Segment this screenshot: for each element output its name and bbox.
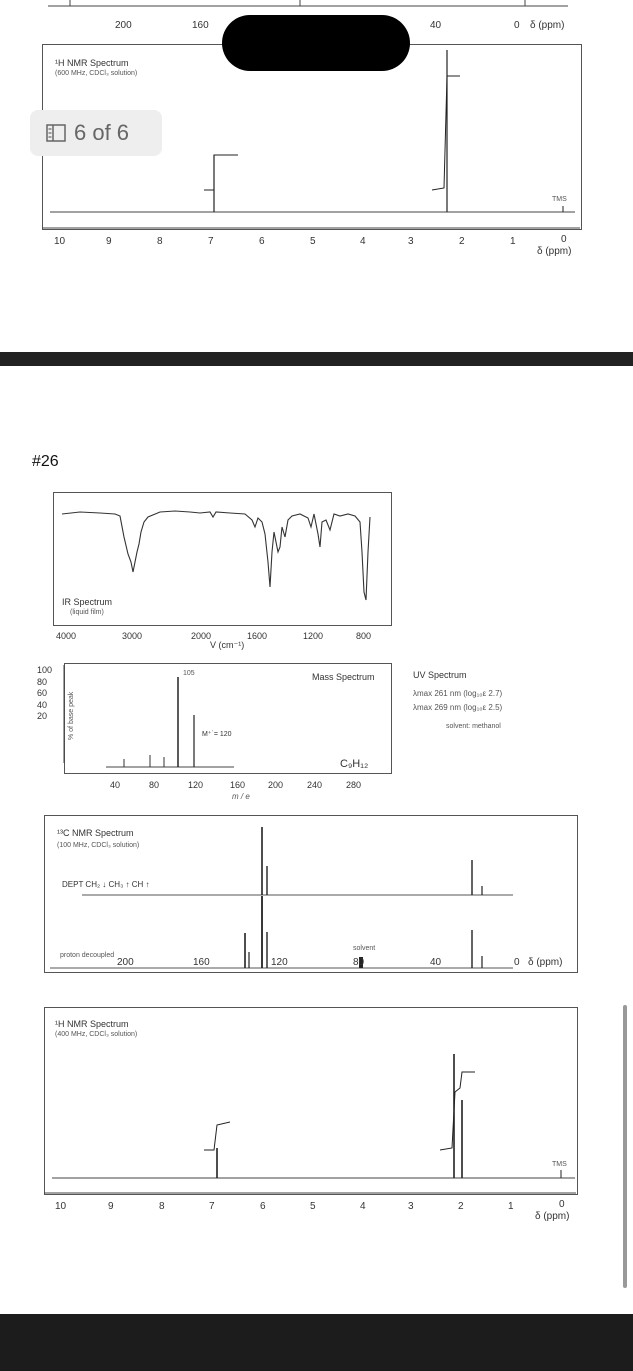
h1-tick: 8 bbox=[157, 236, 163, 247]
top-tick-160: 160 bbox=[192, 20, 209, 31]
ir-tick: 4000 bbox=[56, 631, 77, 641]
mass-x-tick: 240 bbox=[307, 780, 323, 790]
h2-tick: 10 bbox=[55, 1201, 67, 1212]
mass-y-label: % of base peak bbox=[68, 691, 75, 740]
mass-x-tick: 200 bbox=[268, 780, 284, 790]
h1-tick: 9 bbox=[106, 236, 112, 247]
h2-tick: 9 bbox=[108, 1201, 114, 1212]
ir-tick: 1600 bbox=[247, 631, 268, 641]
bottom-bar bbox=[0, 1314, 633, 1371]
c13-tick: 160 bbox=[193, 957, 210, 968]
h1-tick: 4 bbox=[360, 236, 366, 247]
camera-notch bbox=[222, 15, 410, 71]
h-nmr-2-integral-methyl bbox=[440, 1072, 475, 1150]
mass-x-tick: 280 bbox=[346, 780, 362, 790]
pages-icon bbox=[46, 124, 66, 142]
h2-tick: 7 bbox=[209, 1201, 215, 1212]
c13-subtitle: (100 MHz, CDCl₃ solution) bbox=[57, 842, 140, 849]
c13-dept-label: DEPT CH₂ ↓ CH₃ ↑ CH ↑ bbox=[62, 880, 150, 889]
h-nmr-1-unit: δ (ppm) bbox=[537, 246, 572, 257]
c13-proton-label: proton decoupled bbox=[60, 952, 115, 959]
h1-tick: 10 bbox=[54, 236, 66, 247]
mass-title: Mass Spectrum bbox=[312, 672, 375, 682]
h1-tick: 1 bbox=[510, 236, 516, 247]
h2-tick: 3 bbox=[408, 1201, 414, 1212]
uv-line-1: λmax 261 nm (log₁₀ε 2.7) bbox=[413, 689, 503, 698]
c13-tick: 200 bbox=[117, 957, 134, 968]
top-unit: δ (ppm) bbox=[530, 20, 565, 31]
h-nmr-2-integral-aromatic bbox=[204, 1122, 230, 1150]
mass-x-tick: 120 bbox=[188, 780, 204, 790]
c13-tick: 120 bbox=[271, 957, 288, 968]
ir-title: IR Spectrum bbox=[62, 597, 113, 607]
uv-title: UV Spectrum bbox=[413, 670, 467, 680]
mass-x-tick: 40 bbox=[110, 780, 121, 790]
mass-formula: C₉H₁₂ bbox=[340, 758, 369, 770]
h2-tick: 2 bbox=[458, 1201, 464, 1212]
top-tick-200: 200 bbox=[115, 20, 132, 31]
page-indicator[interactable] bbox=[30, 110, 162, 156]
c13-title: ¹³C NMR Spectrum bbox=[57, 828, 134, 838]
page-divider bbox=[0, 352, 633, 366]
top-tick-0: 0 bbox=[514, 20, 520, 31]
h-nmr-1-tms: TMS bbox=[552, 196, 567, 203]
ir-trace bbox=[62, 511, 370, 600]
h-nmr-1-title: ¹H NMR Spectrum bbox=[55, 58, 129, 68]
h1-tick: 0 bbox=[561, 234, 567, 245]
mass-x-tick: 80 bbox=[149, 780, 160, 790]
ir-tick: 800 bbox=[356, 631, 372, 641]
h1-tick: 3 bbox=[408, 236, 414, 247]
h2-tick: 1 bbox=[508, 1201, 514, 1212]
c13-tick: 40 bbox=[430, 957, 442, 968]
h-nmr-2-subtitle: (400 MHz, CDCl₃ solution) bbox=[55, 1031, 138, 1038]
h2-tick: 0 bbox=[559, 1199, 565, 1210]
h-nmr-2-title: ¹H NMR Spectrum bbox=[55, 1019, 129, 1029]
mass-molecular-ion: M⁺˙= 120 bbox=[202, 731, 232, 738]
top-tick-40: 40 bbox=[430, 20, 442, 31]
h-nmr-2-tms: TMS bbox=[552, 1161, 567, 1168]
ir-tick: 2000 bbox=[191, 631, 212, 641]
mass-base-peak-label: 105 bbox=[183, 670, 195, 677]
h1-tick: 7 bbox=[208, 236, 214, 247]
problem-heading: #26 bbox=[32, 453, 59, 470]
c13-unit: δ (ppm) bbox=[528, 957, 563, 968]
h-nmr-1-subtitle: (600 MHz, CDCl₃ solution) bbox=[55, 70, 138, 77]
ir-tick: 1200 bbox=[303, 631, 324, 641]
h2-tick: 6 bbox=[260, 1201, 266, 1212]
h-nmr-1-integral-aromatic bbox=[204, 155, 238, 190]
ir-tick: 3000 bbox=[122, 631, 143, 641]
h-nmr-2-plot bbox=[0, 1000, 633, 1220]
h2-tick: 8 bbox=[159, 1201, 165, 1212]
ir-subtitle: (liquid film) bbox=[70, 609, 104, 616]
c13-solvent-label: solvent bbox=[353, 945, 376, 952]
mass-y-ticks: 100 80 60 40 20 bbox=[37, 665, 53, 721]
mass-x-tick: 160 bbox=[230, 780, 246, 790]
h-nmr-2-unit: δ (ppm) bbox=[535, 1211, 570, 1222]
mass-x-label: m / e bbox=[232, 792, 250, 801]
h1-tick: 6 bbox=[259, 236, 265, 247]
c13-plot bbox=[0, 800, 633, 1000]
h1-tick: 5 bbox=[310, 236, 316, 247]
h2-tick: 5 bbox=[310, 1201, 316, 1212]
h2-tick: 4 bbox=[360, 1201, 366, 1212]
c13-tick: 80 bbox=[353, 957, 365, 968]
uv-line-2: λmax 269 nm (log₁₀ε 2.5) bbox=[413, 703, 503, 712]
c13-tick: 0 bbox=[514, 957, 520, 968]
h-nmr-1-integral-methyl bbox=[432, 76, 460, 190]
ir-axis-label: V (cm⁻¹) bbox=[210, 640, 245, 650]
vertical-scrollbar[interactable] bbox=[623, 1005, 627, 1288]
page-indicator-label: 6 of 6 bbox=[74, 120, 130, 145]
h1-tick: 2 bbox=[459, 236, 465, 247]
uv-solvent: solvent: methanol bbox=[446, 723, 501, 730]
